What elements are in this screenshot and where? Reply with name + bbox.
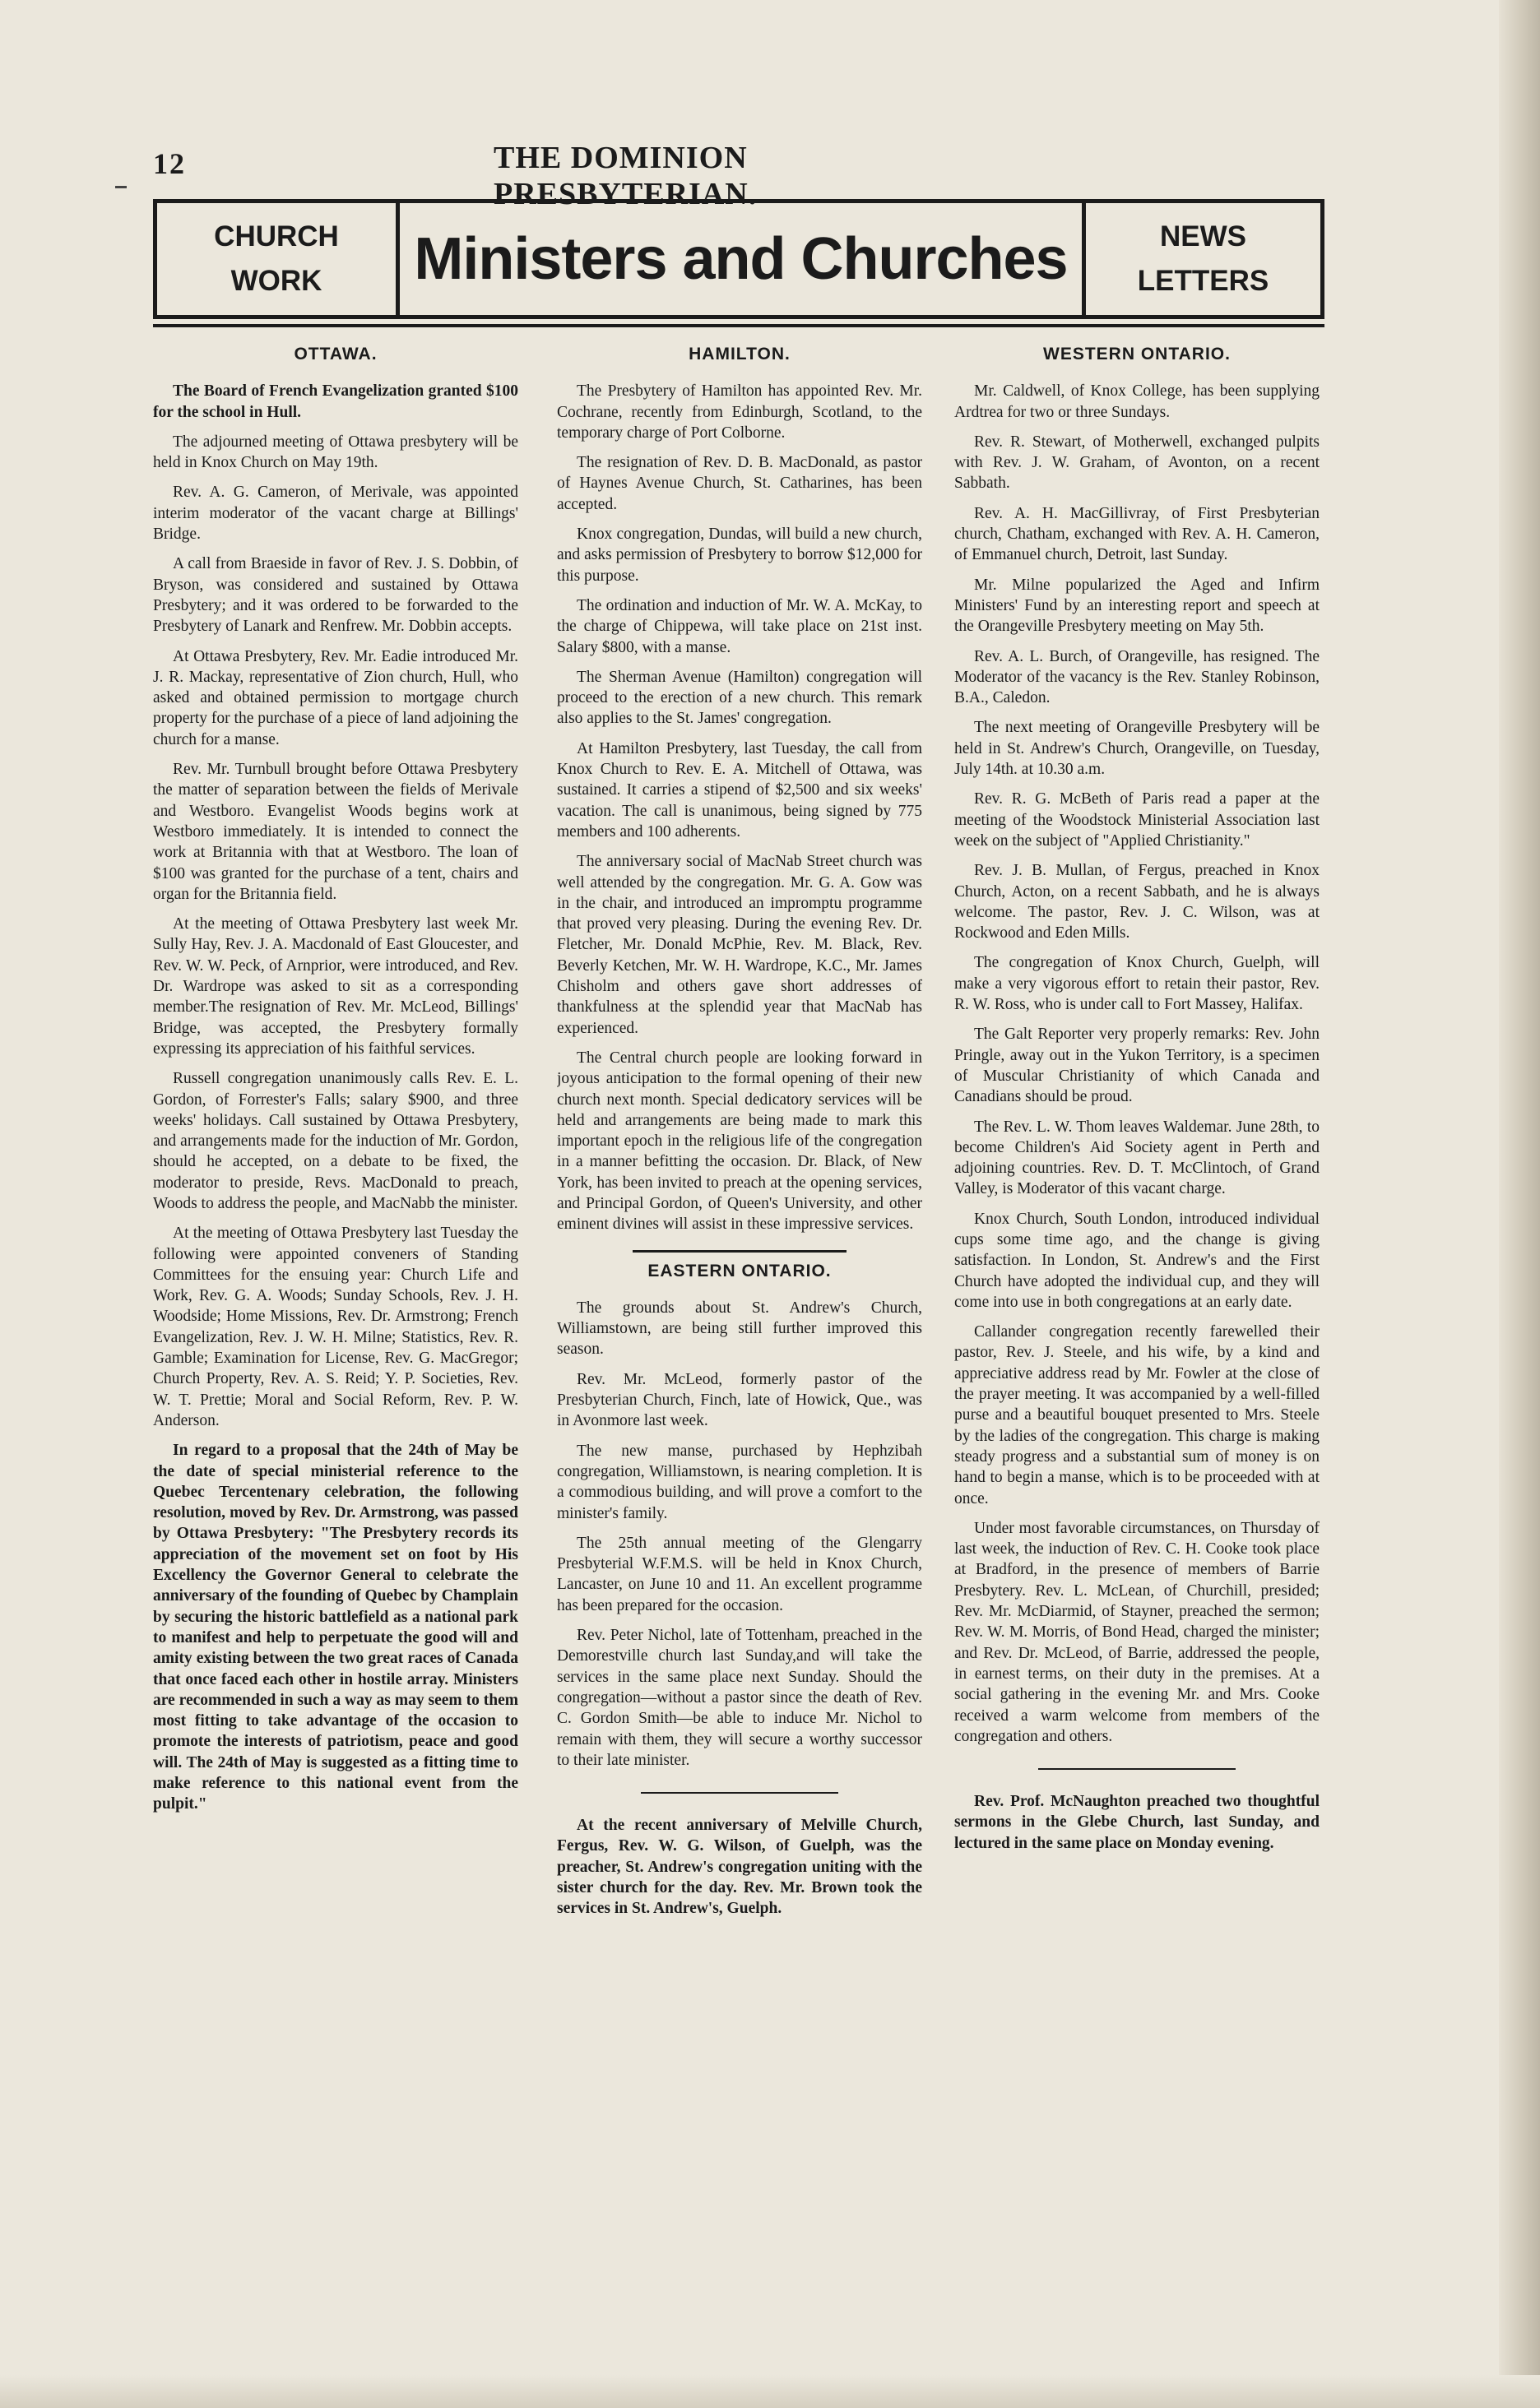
news-item: The congregation of Knox Church, Guelph, will make a very vigorous effort to retain their pastor, Rev. R. W. Ross, who is under call to Fort Massey, Halifax.	[954, 954, 1320, 1014]
news-item: The new manse, purchased by Hephzibah congregation, Williamstown, is nearing completion. It is a commodious building, and will prove a comfort to the minister's family.	[557, 1442, 922, 1522]
news-item: At Ottawa Presbytery, Rev. Mr. Eadie introduced Mr. J. R. Mackay, representative of Zion church, Hull, who asked and obtained permission to mortgage church property for the purchase of a piece of land adjoining the church for a manse.	[153, 647, 518, 748]
news-item: Mr. Milne popularized the Aged and Infirm Ministers' Fund by an interesting report and speech at the Orangeville Presbytery meeting on May 5th.	[954, 576, 1320, 636]
section-title: Ministers and Churches	[414, 226, 1068, 292]
news-item: The Sherman Avenue (Hamilton) congregation will proceed to the erection of a new church. This remark also applies to the St. James' congregation.	[557, 668, 922, 728]
news-item: The Galt Reporter very properly remarks: Rev. John Pringle, away out in the Yukon Territory, is a specimen of Muscular Christianity of which Canada and Canadians should be proud.	[954, 1026, 1320, 1106]
header-rule	[153, 324, 1324, 327]
news-item: The Rev. L. W. Thom leaves Waldemar. June 28th, to become Children's Aid Society agent in Perth and adjoining countries. Rev. D. T. McClintoch, of Grand Valley, is Moderator of this vacant charge.	[954, 1118, 1320, 1198]
news-item: The resignation of Rev. D. B. MacDonald, as pastor of Haynes Avenue Church, St. Catharines, has been accepted.	[557, 454, 922, 513]
news-item: The Presbytery of Hamilton has appointed Rev. Mr. Cochrane, recently from Edinburgh, Scotland, to the temporary charge of Port Colborne.	[557, 382, 922, 442]
news-item: Callander congregation recently farewelled their pastor, Rev. J. Steele, and his wife, by a kind and appreciative address read by Mr. Fowler at the close of the prayer meeting. It was accompanied by a well-filled purse and a beautiful bouquet presented to Mrs. Steele by the ladies of the congregation. This charge is making steady progress and a substantial sum of money is on hand to begin a manse, which is to be proceeded with at once.	[954, 1323, 1320, 1507]
header-left-label	[157, 203, 400, 315]
news-item: Mr. Caldwell, of Knox College, has been supplying Ardtrea for two or three Sundays.	[954, 382, 1320, 421]
heading-hamilton: HAMILTON.	[689, 345, 791, 364]
news-item: A call from Braeside in favor of Rev. J. S. Dobbin, of Bryson, was considered and sustained by Ottawa Presbytery; and it was ordered to be forwarded to the Presbytery of Lanark and Renfrew. Mr. Dobbin accepts.	[153, 555, 518, 636]
news-item: Rev. Peter Nichol, late of Tottenham, preached in the Demorestville church last Sunday,and will take the services in the same place next Sunday. Should the congregation—without a pastor since the death of Rev. C. Gordon Smith—be able to induce Mr. Nichol to remain with them, they will secure a worthy successor to their late minister.	[557, 1627, 922, 1769]
news-item: Rev. Mr. Turnbull brought before Ottawa Presbytery the matter of separation between the fields of Merivale and Westboro. Evangelist Woods begins work at Westboro immediately. It is intended to connect the work at Britannia with that at Westboro. The loan of $100 was granted for the purchase of a tent, chairs and organ for the Britannia field.	[153, 761, 518, 903]
news-item: Knox Church, South London, introduced individual cups some time ago, and the change is giving satisfaction. In London, St. Andrew's and the First Church have adopted the individual cup, and they will come into use in both congregations at an early date.	[954, 1210, 1320, 1311]
news-item: The Central church people are looking forward in joyous anticipation to the formal opening of their new church next month. Special dedicatory services will be held and arrangements are being made to mark this important epoch in the religious life of the congregation in a manner befitting the occasion. Dr. Black, of New York, has been invited to preach at the opening services, and Principal Gordon, of Queen's University, and other eminent divines will assist in these impressive services.	[557, 1049, 922, 1234]
news-item: In regard to a proposal that the 24th of May be the date of special ministerial reference to the Quebec Tercentenary celebration, the following resolution, moved by Rev. Dr. Armstrong, was passed by Ottawa Presbytery: "The Presbytery records its appreciation of the movement set on foot by His Excellency the Governor General to celebrate the anniversary of the founding of Quebec by Champlain by securing the historic battlefield as a national park to manifest and help to perpetuate the good will and amity existing between the two great races of Canada that once faced each other in hostile array. Ministers are recommended in such a way as may seem to them most fitting to take advantage of the occasion to promote the interests of patriotism, peace and good will. The 24th of May is suggested as a fitting time to make reference to this national event from the pulpit."	[153, 1442, 518, 1813]
section-break-eastern	[557, 1250, 922, 1281]
news-item: At the recent anniversary of Melville Church, Fergus, Rev. W. G. Wilson, of Guelph, was the preacher, St. Andrew's congregation uniting with the sister church for the day. Rev. Mr. Brown took the services in St. Andrew's, Guelph.	[557, 1817, 922, 1918]
news-item: At Hamilton Presbytery, last Tuesday, the call from Knox Church to Rev. E. A. Mitchell of Ottawa, was sustained. It carries a stipend of $2,500 and six weeks' vacation. The call is unanimous, being signed by 775 members and 100 adherents.	[557, 739, 922, 840]
news-item: The anniversary social of MacNab Street church was well attended by the congregation. Mr. G. A. Gow was in the chair, and introduced an impromptu programme that proved very pleasing. During the evening Rev. Dr. Fletcher, Mr. Donald McPhie, Rev. M. Black, Rev. Beverly Ketchen, Mr. W. H. Wardrope, K.C., Mr. James Chisholm and others gave short addresses of thankfulness at the splendid year that MacNab has experienced.	[557, 853, 922, 1037]
margin-mark	[115, 186, 127, 188]
header-left-line2: WORK	[230, 265, 322, 297]
heading-eastern-ontario: EASTERN ONTARIO.	[647, 1261, 832, 1280]
column-ottawa	[153, 344, 518, 2268]
news-item: The ordination and induction of Mr. W. A. McKay, to the charge of Chippewa, will take place on 21st inst. Salary $800, with a manse.	[557, 596, 922, 656]
heading-ottawa: OTTAWA.	[294, 345, 378, 364]
short-divider	[641, 1792, 838, 1794]
news-item: The grounds about St. Andrew's Church, Williamstown, are being still further improved this season.	[557, 1299, 922, 1359]
header-right-line1: NEWS	[1160, 220, 1246, 252]
news-item: Rev. A. L. Burch, of Orangeville, has resigned. The Moderator of the vacancy is the Rev. Stanley Robinson, B.A., Caledon.	[954, 647, 1320, 707]
running-head: THE DOMINION PRESBYTERIAN.	[494, 141, 758, 211]
page-bottom-shadow	[0, 2375, 1540, 2408]
news-item: Rev. A. H. MacGillivray, of First Presbyterian church, Chatham, exchanged with Rev. A. H. Cameron, of Emmanuel church, Detroit, last Sunday.	[954, 504, 1320, 564]
news-item: Russell congregation unanimously calls Rev. E. L. Gordon, of Forrester's Falls; salary $900, and three weeks' holidays. Call sustained by Ottawa Presbytery, and arrangements made for the induction of Mr. Gordon, should he accepted, on a debate to be fixed, the moderator to preside, Revs. MacDonald to preach, Woods to address the people, and MacNabb the minister.	[153, 1070, 518, 1212]
page-number: 12	[153, 147, 186, 180]
header-right-label	[1082, 203, 1320, 315]
news-item: Rev. Mr. McLeod, formerly pastor of the Presbyterian Church, Finch, late of Howick, Que., was in Avonmore last week.	[557, 1370, 922, 1430]
news-item: At the meeting of Ottawa Presbytery last Tuesday the following were appointed conveners of Standing Committees for the ensuing year: Church Life and Work, Rev. G. A. Woods; Sunday Schools, Rev. J. H. Woodside; Home Missions, Rev. Dr. Armstrong; French Evangelization, Rev. J. W. H. Milne; Statistics, Rev. R. Gamble; Examination for License, Rev. G. MacGregor; Church Property, Rev. A. S. Reid; Y. P. Societies, Rev. W. T. Prettie; Moral and Social Reform, Rev. P. W. Anderson.	[153, 1225, 518, 1429]
section-divider	[633, 1250, 847, 1253]
news-item: The 25th annual meeting of the Glengarry Presbyterial W.F.M.S. will be held in Knox Church, Lancaster, on June 10 and 11. An excellent programme has been prepared for the occasion.	[557, 1534, 922, 1614]
news-item: The next meeting of Orangeville Presbytery will be held in St. Andrew's Church, Orangeville, on Tuesday, July 14th. at 10.30 a.m.	[954, 719, 1320, 779]
header-left-line1: CHURCH	[214, 220, 339, 252]
news-item: Rev. R. Stewart, of Motherwell, exchanged pulpits with Rev. J. W. Graham, of Avonton, on a recent Sabbath.	[954, 433, 1320, 493]
news-item: Knox congregation, Dundas, will build a new church, and asks permission of Presbytery to borrow $12,000 for this purpose.	[557, 526, 922, 585]
column-western-ontario	[954, 344, 1320, 2268]
page-edge-shadow	[1499, 0, 1540, 2408]
header-right-line2: LETTERS	[1137, 265, 1269, 297]
news-item: The Board of French Evangelization granted $100 for the school in Hull.	[153, 382, 518, 421]
heading-western-ontario: WESTERN ONTARIO.	[1043, 345, 1231, 364]
news-item: Under most favorable circumstances, on Thursday of last week, the induction of Rev. C. H. Cooke took place at Bradford, in the presence of members of Barrie Presbytery. Rev. L. McLean, of Churchill, presided; Rev. Mr. McDiarmid, of Stayner, preached the sermon; Rev. W. M. Morris, of Bond Head, charged the minister; and Rev. Dr. McLeod, of Barrie, addressed the people, in earnest terms, on their duty in the premises. At a social gathering in the evening Mr. and Mrs. Cooke received a warm welcome from members of the congregation and others.	[954, 1519, 1320, 1745]
news-item: The adjourned meeting of Ottawa presbytery will be held in Knox Church on May 19th.	[153, 433, 518, 472]
section-header-box	[153, 199, 1324, 319]
news-item: Rev. R. G. McBeth of Paris read a paper at the meeting of the Woodstock Ministerial Association last week on the subject of "Applied Christianity."	[954, 790, 1320, 850]
column-hamilton	[557, 344, 922, 2268]
news-item: Rev. A. G. Cameron, of Merivale, was appointed interim moderator of the vacant charge at Billings' Bridge.	[153, 484, 518, 544]
news-item: Rev. J. B. Mullan, of Fergus, preached in Knox Church, Acton, on a recent Sabbath, and he is always welcome. The pastor, Rev. J. C. Wilson, was at Rockwood and Eden Mills.	[954, 862, 1320, 942]
short-divider	[1038, 1768, 1236, 1770]
news-item: Rev. Prof. McNaughton preached two thoughtful sermons in the Glebe Church, last Sunday, and lectured in the same place on Monday evening.	[954, 1793, 1320, 1852]
news-item: At the meeting of Ottawa Presbytery last week Mr. Sully Hay, Rev. J. A. Macdonald of East Gloucester, and Rev. W. W. Peck, of Arnprior, were introduced, and Rev. Dr. Wardrope was asked to sit as a corresponding member.The resignation of Rev. Mr. McLeod, Billings' Bridge, was accepted, the Presbytery formally expressing its appreciation of his faithful services.	[153, 915, 518, 1058]
